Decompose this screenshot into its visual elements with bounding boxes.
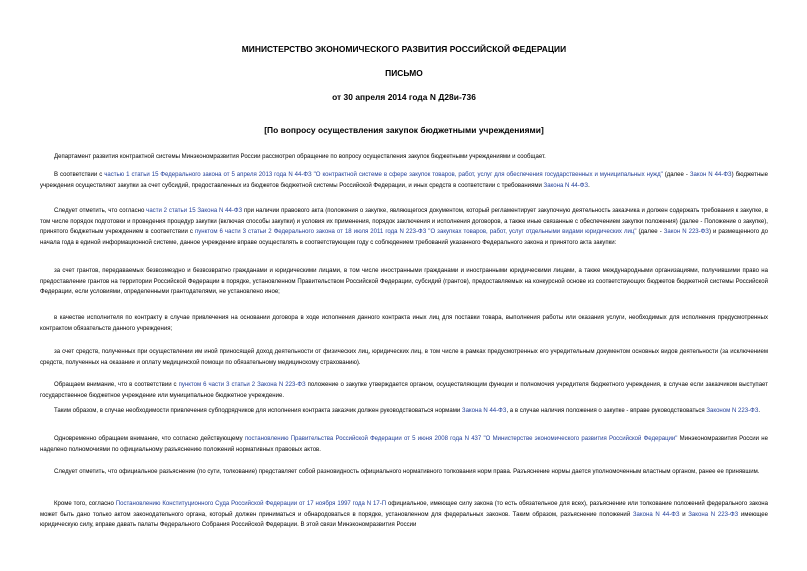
paragraph-text: Минэкономразвития России не наделено полномочиями по официальному разъяснению положений нормативных правовых актов. — [40, 436, 768, 453]
legal-reference-link[interactable]: Постановлению Конституционного Суда Российской Федерации от 17 ноября 1997 года N 17-П — [115, 501, 387, 507]
paragraph — [40, 152, 768, 163]
paragraph-text: Следует отметить, что согласно — [54, 208, 147, 214]
paragraph — [40, 170, 768, 191]
legal-reference-link[interactable]: Закона N 223-ФЗ — [688, 511, 739, 518]
legal-reference-link[interactable]: пунктом 6 части 3 статьи 2 Закона N 223-ФЗ — [178, 382, 306, 388]
document-date-number: от 30 апреля 2014 года N Д28и-736 — [332, 92, 476, 102]
paragraph-text: Следует отметить, что официальное разъяснение (по сути, толкование) представляет собой разновидность официального нормативного толкования норм права. Разъяснение нормы дается уполномоченным властным органом, ранее ее принявшим. — [54, 469, 760, 475]
paragraph-text: (далее - — [662, 172, 690, 178]
paragraph-text: Департамент развития контрактной системы Минэкономразвития России рассмотрел обращение по вопросу осуществления закупок бюджетными учреждениями и сообщает. — [54, 154, 546, 160]
document-subject: [По вопросу осуществления закупок бюджетными учреждениями] — [264, 125, 544, 135]
legal-reference-link[interactable]: части 2 статьи 15 Закона N 44-ФЗ — [146, 208, 243, 214]
paragraph-text: в качестве исполнителя по контракту в случае привлечения на основании договора в ходе исполнения данного контракта иных лиц для поставки товара, выполнения работы или оказания услуги, необходимых для исполнения предусмотренных контрактом обязательств данного учреждения; — [40, 315, 768, 332]
paragraph-text: Одновременно обращаем внимание, что согласно действующему — [54, 436, 245, 442]
legal-reference-link[interactable]: частью 1 статьи 15 Федерального закона от 5 апреля 2013 года N 44-ФЗ "О контрактной системе в сфере закупок товаров, работ, услуг для обеспечения государственных и муниципальных нужд" — [104, 172, 663, 178]
paragraph — [40, 266, 768, 298]
paragraph — [40, 206, 768, 248]
paragraph — [40, 467, 768, 478]
paragraph-text: за счет средств, полученных при осуществлении им иной приносящей доход деятельности от физических лиц, юридических лиц, в том числе в рамках предусмотренных его учредительным документом основных видов деятельности (за исключением средств, полученных на оказание и оплату медицинской помощи по обязательному медицинскому страхованию). — [40, 349, 768, 366]
legal-reference-link[interactable]: Закона N 44-ФЗ — [543, 182, 589, 189]
paragraph — [40, 434, 768, 455]
legal-reference-link[interactable]: Закон N 44-ФЗ — [689, 172, 732, 178]
legal-reference-link[interactable]: Законом N 223-ФЗ — [706, 408, 759, 414]
paragraph — [40, 380, 768, 401]
paragraph-text: положение о закупке утверждается органом, осуществляющим функции и полномочия учредителя бюджетного учреждения, в случае если заказчиком выступает государственное бюджетное учреждение или муниципальное бюджетное учреждение. — [40, 382, 768, 399]
paragraph-text: В соответствии с — [54, 172, 105, 178]
paragraph-text: Обращаем внимание, что в соответствии с — [54, 382, 179, 388]
paragraph-text: имеющее юридическую силу, вправе давать палаты Федерального Собрания Российской Федерации. В этой связи Минэкономразвития России — [40, 511, 768, 529]
paragraph-text: (далее - — [636, 229, 664, 236]
legal-reference-link[interactable]: Закона N 44-ФЗ — [461, 408, 507, 414]
paragraph-text: . — [758, 408, 761, 414]
paragraph — [40, 313, 768, 334]
paragraph-text: за счет грантов, передаваемых безвозмездно и безвозвратно гражданами и юридическими лицами, в том числе иностранными гражданами и иностранными юридическими лицами, а также международными организациями, получившими право на предоставление грантов на территории Российской Федерации в порядке, установленном Правительством Российской Федерации, субсидий (грантов), предоставляемых на конкурсной основе из соответствующих бюджетов бюджетной системы Российской Федерации, если условиями, определенными грантодателями, не установлено иное; — [40, 268, 768, 296]
paragraph-text: при наличии правового акта (положения о закупке, являющегося документом, который регламентирует закупочную деятельность заказчика и должен содержать требования к закупке, в том числе порядок подготовки и проведения процедур закупки (включая способы закупки) и условия их применения, порядок заключения и исполнения договоров, а также иные связанные с обеспечением закупки положения) (далее - Положение о закупке), принятого бюджетным учреждением в соответствии с — [40, 208, 769, 236]
document-type: ПИСЬМО — [385, 68, 423, 78]
paragraph-text: и — [679, 511, 689, 518]
paragraph — [40, 406, 768, 417]
legal-reference-link[interactable]: Закон N 223-ФЗ — [663, 229, 709, 236]
legal-reference-link[interactable]: постановлению Правительства Российской Федерации от 5 июня 2008 года N 437 "О Министерстве экономического развития Российской Федерации" — [244, 436, 678, 442]
paragraph-text: , а в случае наличия положения о закупке - вправе руководствоваться — [506, 408, 707, 414]
paragraph-text: ) и размещенного до начала года в единой информационной системе, данное учреждение вправе осуществлять в соответствующем году с соблюдением требований указанного Федерального закона и принятого акта закупки: — [40, 229, 768, 246]
paragraph — [40, 499, 768, 531]
paragraph-text: . — [588, 182, 590, 189]
ministry-title: МИНИСТЕРСТВО ЭКОНОМИЧЕСКОГО РАЗВИТИЯ РОССИЙСКОЙ ФЕДЕРАЦИИ — [241, 44, 567, 54]
paragraph — [40, 347, 768, 368]
legal-reference-link[interactable]: пунктом 6 части 3 статьи 2 Федерального закона от 18 июля 2011 года N 223-ФЗ "О закупках товаров, работ, услуг отдельными видами юридических лиц" — [194, 229, 637, 236]
paragraph-text: Кроме того, согласно — [54, 501, 116, 507]
paragraph-text: официальное, имеющее силу закона (то есть обязательное для всех), разъяснение или толкование положений федерального закона может быть дано только актом законодательного органа, который должен приниматься и обнародоваться в порядке, установленном для федеральных законов. Таким образом, разъяснение положений — [40, 501, 769, 518]
paragraph-text: Таким образом, в случае необходимости привлечения субподрядчиков для исполнения контракта заказчик должен руководствоваться нормами — [54, 408, 462, 414]
legal-reference-link[interactable]: Закона N 44-ФЗ — [632, 511, 680, 518]
paragraph-text: ) бюджетные учреждения осуществляют закупки за счет субсидий, предоставленных из бюджетов бюджетной системы Российской Федерации, и иных средств в соответствии с требованиями — [40, 172, 768, 189]
